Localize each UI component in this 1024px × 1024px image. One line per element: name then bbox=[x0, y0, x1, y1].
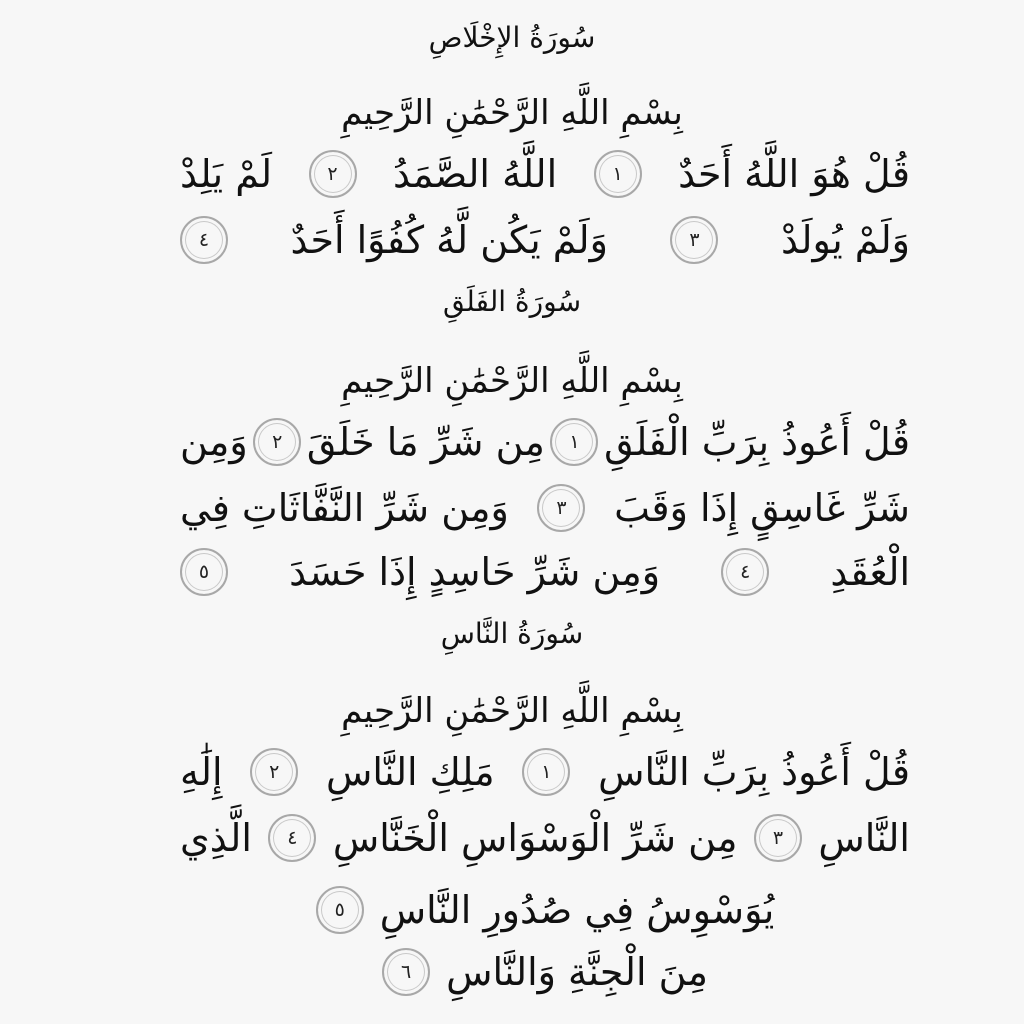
verse-text: وَمِن شَرِّ حَاسِدٍ إِذَا حَسَدَ bbox=[289, 550, 661, 594]
verse-text: مِن شَرِّ مَا خَلَقَ bbox=[306, 420, 545, 464]
verse-text: الَّذِي bbox=[180, 816, 252, 860]
verse-text: يُوَسْوِسُ فِي صُدُورِ النَّاسِ bbox=[379, 888, 775, 932]
verse-text: وَلَمْ يُولَدْ bbox=[780, 218, 910, 262]
ayah-marker: ٢ bbox=[250, 748, 298, 796]
verse-line bbox=[180, 744, 910, 800]
verse-line bbox=[180, 212, 910, 268]
verse-text: شَرِّ غَاسِقٍ إِذَا وَقَبَ bbox=[614, 486, 910, 530]
ayah-marker: ٣ bbox=[537, 484, 585, 532]
ayah-marker: ١ bbox=[522, 748, 570, 796]
verse-line bbox=[180, 810, 910, 866]
verse-text: لَمْ يَلِدْ bbox=[180, 152, 273, 196]
verse-text: الْعُقَدِ bbox=[830, 550, 910, 594]
verse-line bbox=[180, 146, 910, 202]
bismillah: بِسْمِ اللَّهِ الرَّحْمَٰنِ الرَّحِيمِ bbox=[341, 93, 683, 133]
ayah-marker: ١ bbox=[550, 418, 598, 466]
surah-title: سُورَةُ النَّاسِ bbox=[440, 617, 584, 650]
ayah-marker: ٥ bbox=[180, 548, 228, 596]
verse-text: وَلَمْ يَكُن لَّهُ كُفُوًا أَحَدٌ bbox=[290, 218, 608, 262]
ayah-marker: ٤ bbox=[180, 216, 228, 264]
verse-text: قُلْ أَعُوذُ بِرَبِّ الْفَلَقِ bbox=[604, 420, 910, 464]
verse-line bbox=[180, 480, 910, 536]
verse-text: النَّاسِ bbox=[818, 816, 910, 860]
ayah-marker: ٢ bbox=[253, 418, 301, 466]
verse-text: قُلْ هُوَ اللَّهُ أَحَدٌ bbox=[678, 152, 910, 196]
verse-text: مِن شَرِّ الْوَسْوَاسِ الْخَنَّاسِ bbox=[332, 816, 738, 860]
ayah-marker: ٦ bbox=[382, 948, 430, 996]
verse-text: وَمِن شَرِّ النَّفَّاثَاتِ فِي bbox=[180, 486, 509, 530]
ayah-marker: ١ bbox=[594, 150, 642, 198]
verse-line bbox=[180, 882, 910, 938]
ayah-marker: ٤ bbox=[268, 814, 316, 862]
ayah-marker: ٤ bbox=[721, 548, 769, 596]
verse-text: وَمِن bbox=[180, 420, 248, 464]
verse-text: مَلِكِ النَّاسِ bbox=[326, 750, 495, 794]
verse-text: قُلْ أَعُوذُ بِرَبِّ النَّاسِ bbox=[598, 750, 910, 794]
ayah-marker: ٣ bbox=[754, 814, 802, 862]
verse-text: إِلَٰهِ bbox=[180, 750, 223, 794]
surah-title: سُورَةُ الإِخْلَاصِ bbox=[428, 21, 596, 54]
bismillah: بِسْمِ اللَّهِ الرَّحْمَٰنِ الرَّحِيمِ bbox=[341, 691, 683, 731]
verse-text: مِنَ الْجِنَّةِ وَالنَّاسِ bbox=[446, 950, 708, 994]
ayah-marker: ٣ bbox=[670, 216, 718, 264]
verse-line bbox=[180, 544, 910, 600]
verse-line bbox=[180, 944, 910, 1000]
ayah-marker: ٥ bbox=[316, 886, 364, 934]
ayah-marker: ٢ bbox=[309, 150, 357, 198]
bismillah: بِسْمِ اللَّهِ الرَّحْمَٰنِ الرَّحِيمِ bbox=[341, 361, 683, 401]
verse-text: اللَّهُ الصَّمَدُ bbox=[392, 152, 558, 196]
verse-line bbox=[180, 414, 910, 470]
surah-title: سُورَةُ الفَلَقِ bbox=[442, 285, 582, 318]
